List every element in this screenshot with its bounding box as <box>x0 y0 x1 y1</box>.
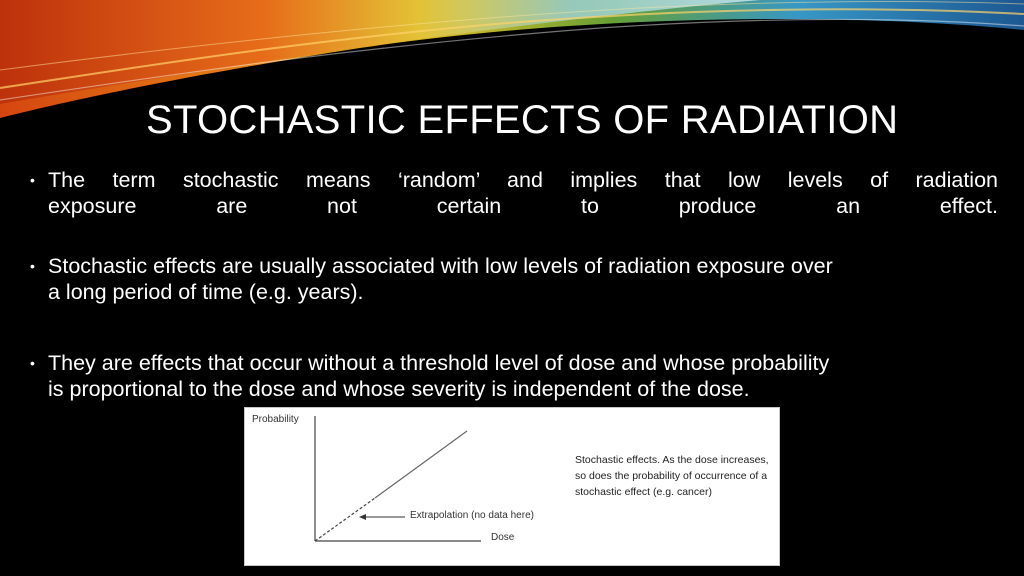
bullet-line: a long period of time (e.g. years). <box>48 280 364 304</box>
bullet-item <box>30 350 998 402</box>
bullet-line: The term stochastic means ‘random’ and implies that low levels of radiation <box>48 168 998 192</box>
bullet-item <box>30 253 998 305</box>
figure-note: Stochastic effects. As the dose increases, so does the probability of occurrence of a stochastic effect (e.g. cancer) <box>575 454 769 498</box>
arrow-head <box>359 514 366 520</box>
bullet-line: exposure are not certain to produce an effect. <box>48 194 998 218</box>
data-line <box>375 431 467 498</box>
dose-probability-figure <box>244 407 780 566</box>
y-axis-label: Probability <box>252 414 299 425</box>
bullet-dot: • <box>30 258 35 274</box>
bullet-dot: • <box>30 355 35 371</box>
extrapolation-label: Extrapolation (no data here) <box>410 510 534 521</box>
bullet-list <box>30 167 998 402</box>
bullet-dot: • <box>30 172 35 188</box>
bullet-line: They are effects that occur without a threshold level of dose and whose probability <box>48 351 830 375</box>
bullet-line: is proportional to the dose and whose severity is independent of the dose. <box>48 377 750 401</box>
slide-title: STOCHASTIC EFFECTS OF RADIATION <box>146 98 899 142</box>
x-axis-label: Dose <box>491 532 515 543</box>
bullet-line: Stochastic effects are usually associated with low levels of radiation exposure over <box>48 254 833 278</box>
bullet-item <box>30 167 998 219</box>
